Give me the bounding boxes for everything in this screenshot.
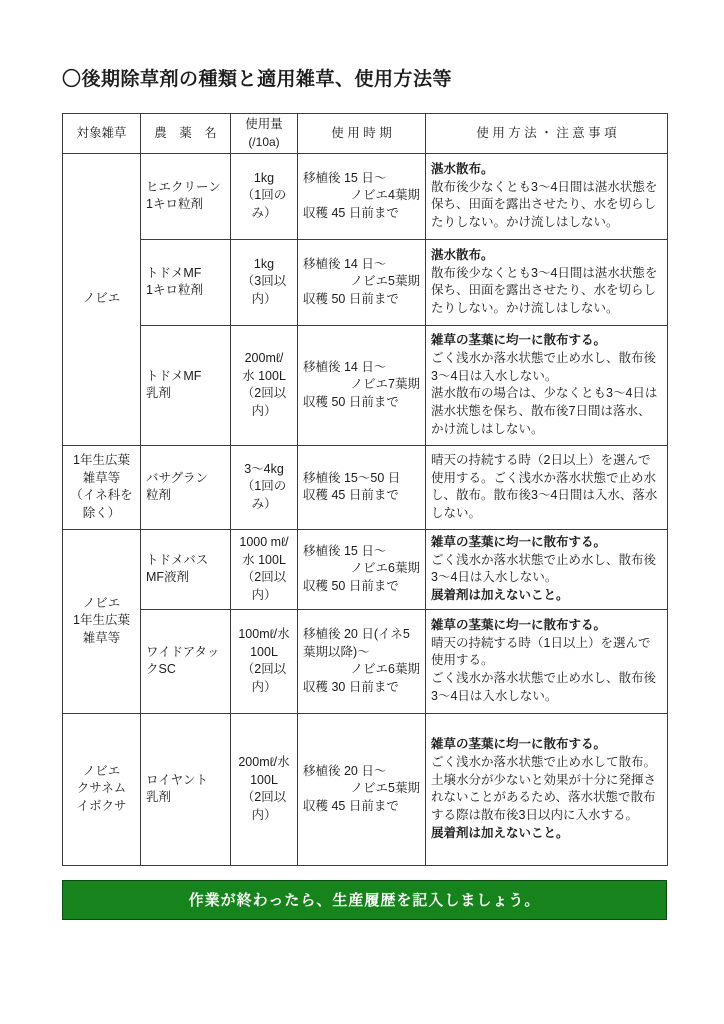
header-usage-period: 使 用 時 期 bbox=[298, 114, 426, 154]
page-title: 〇後期除草剤の種類と適用雑草、使用方法等 bbox=[62, 69, 453, 90]
cell-target-weed: 1年生広葉 雑草等 （イネ科を 除く） bbox=[63, 445, 141, 529]
herbicide-table bbox=[62, 113, 668, 866]
cell-usage-amount: 200mℓ/水 100L （2回以内） bbox=[231, 713, 298, 865]
cell-usage-method-notes: 晴天の持続する時（2日以上）を選んで使用する。ごく浅水か落水状態で止め水し、散布。散布後3～4日間は入水、落水しない。 bbox=[426, 445, 668, 529]
cell-usage-amount: 1kg （3回以内） bbox=[231, 239, 298, 325]
footer-banner: 作業が終わったら、生産履歴を記入しましょう。 bbox=[62, 880, 667, 920]
cell-usage-amount: 200mℓ/ 水 100L （2回以内） bbox=[231, 325, 298, 445]
cell-pesticide-name: ロイヤント 乳剤 bbox=[141, 713, 231, 865]
header-usage-method-notes: 使 用 方 法 ・ 注 意 事 項 bbox=[426, 114, 668, 154]
cell-usage-period: 移植後 14 日～ ノビエ7葉期 収穫 50 日前まで bbox=[298, 325, 426, 445]
cell-usage-method-notes: 湛水散布。 散布後少なくとも3～4日間は湛水状態を保ち、田面を露出させたり、水を切らしたりしない。かけ流しはしない。 bbox=[426, 153, 668, 239]
cell-usage-period: 移植後 15 日～ ノビエ4葉期 収穫 45 日前まで bbox=[298, 153, 426, 239]
cell-pesticide-name: トドメMF 1キロ粒剤 bbox=[141, 239, 231, 325]
cell-pesticide-name: ワイドアタッ クSC bbox=[141, 609, 231, 713]
cell-usage-period: 移植後 15～50 日 収穫 45 日前まで bbox=[298, 445, 426, 529]
cell-usage-period: 移植後 15 日～ ノビエ6葉期 収穫 50 日前まで bbox=[298, 529, 426, 609]
cell-target-weed: ノビエ bbox=[63, 153, 141, 445]
table-row bbox=[63, 153, 668, 239]
table-row bbox=[63, 325, 668, 445]
cell-pesticide-name: トドメMF 乳剤 bbox=[141, 325, 231, 445]
table-row bbox=[63, 609, 668, 713]
table-row bbox=[63, 713, 668, 865]
table-header-row bbox=[63, 114, 668, 154]
cell-target-weed: ノビエ クサネム イボクサ bbox=[63, 713, 141, 865]
cell-pesticide-name: バサグラン 粒剤 bbox=[141, 445, 231, 529]
cell-usage-amount: 100mℓ/水 100L （2回以内） bbox=[231, 609, 298, 713]
cell-pesticide-name: ヒエクリーン 1キロ粒剤 bbox=[141, 153, 231, 239]
table-row bbox=[63, 445, 668, 529]
cell-usage-method-notes: 雑草の茎葉に均一に散布する。 ごく浅水か落水状態で止め水して散布。土壌水分が少ないと効果が十分に発揮されないことがあるため、落水状態で散布する際は散布後3日以内に入水する。 展着剤は加えないこと。 bbox=[426, 713, 668, 865]
header-pesticide-name: 農 薬 名 bbox=[141, 114, 231, 154]
cell-usage-amount: 3～4kg （1回のみ） bbox=[231, 445, 298, 529]
cell-usage-method-notes: 雑草の茎葉に均一に散布する。 晴天の持続する時（1日以上）を選んで使用する。 ごく浅水か落水状態で止め水し、散布後3～4日は入水しない。 bbox=[426, 609, 668, 713]
table-row bbox=[63, 529, 668, 609]
cell-usage-amount: 1kg （1回のみ） bbox=[231, 153, 298, 239]
header-usage-amount: 使用量 (/10a) bbox=[231, 114, 298, 154]
cell-usage-method-notes: 湛水散布。 散布後少なくとも3～4日間は湛水状態を保ち、田面を露出させたり、水を切らしたりしない。かけ流しはしない。 bbox=[426, 239, 668, 325]
cell-usage-amount: 1000 mℓ/ 水 100L （2回以内） bbox=[231, 529, 298, 609]
cell-usage-period: 移植後 14 日～ ノビエ5葉期 収穫 50 日前まで bbox=[298, 239, 426, 325]
cell-usage-period: 移植後 20 日(イネ5葉期以降)～ ノビエ6葉期 収穫 30 日前まで bbox=[298, 609, 426, 713]
table-row bbox=[63, 239, 668, 325]
cell-usage-method-notes: 雑草の茎葉に均一に散布する。 ごく浅水か落水状態で止め水し、散布後3～4日は入水しない。 展着剤は加えないこと。 bbox=[426, 529, 668, 609]
cell-target-weed: ノビエ 1年生広葉 雑草等 bbox=[63, 529, 141, 713]
cell-usage-method-notes: 雑草の茎葉に均一に散布する。 ごく浅水か落水状態で止め水し、散布後3～4日は入水しない。 湛水散布の場合は、少なくとも3～4日は湛水状態を保ち、散布後7日間は落水、かけ流しはしない。 bbox=[426, 325, 668, 445]
cell-usage-period: 移植後 20 日～ ノビエ5葉期 収穫 45 日前まで bbox=[298, 713, 426, 865]
header-target-weed: 対象雑草 bbox=[63, 114, 141, 154]
cell-pesticide-name: トドメバス MF液剤 bbox=[141, 529, 231, 609]
